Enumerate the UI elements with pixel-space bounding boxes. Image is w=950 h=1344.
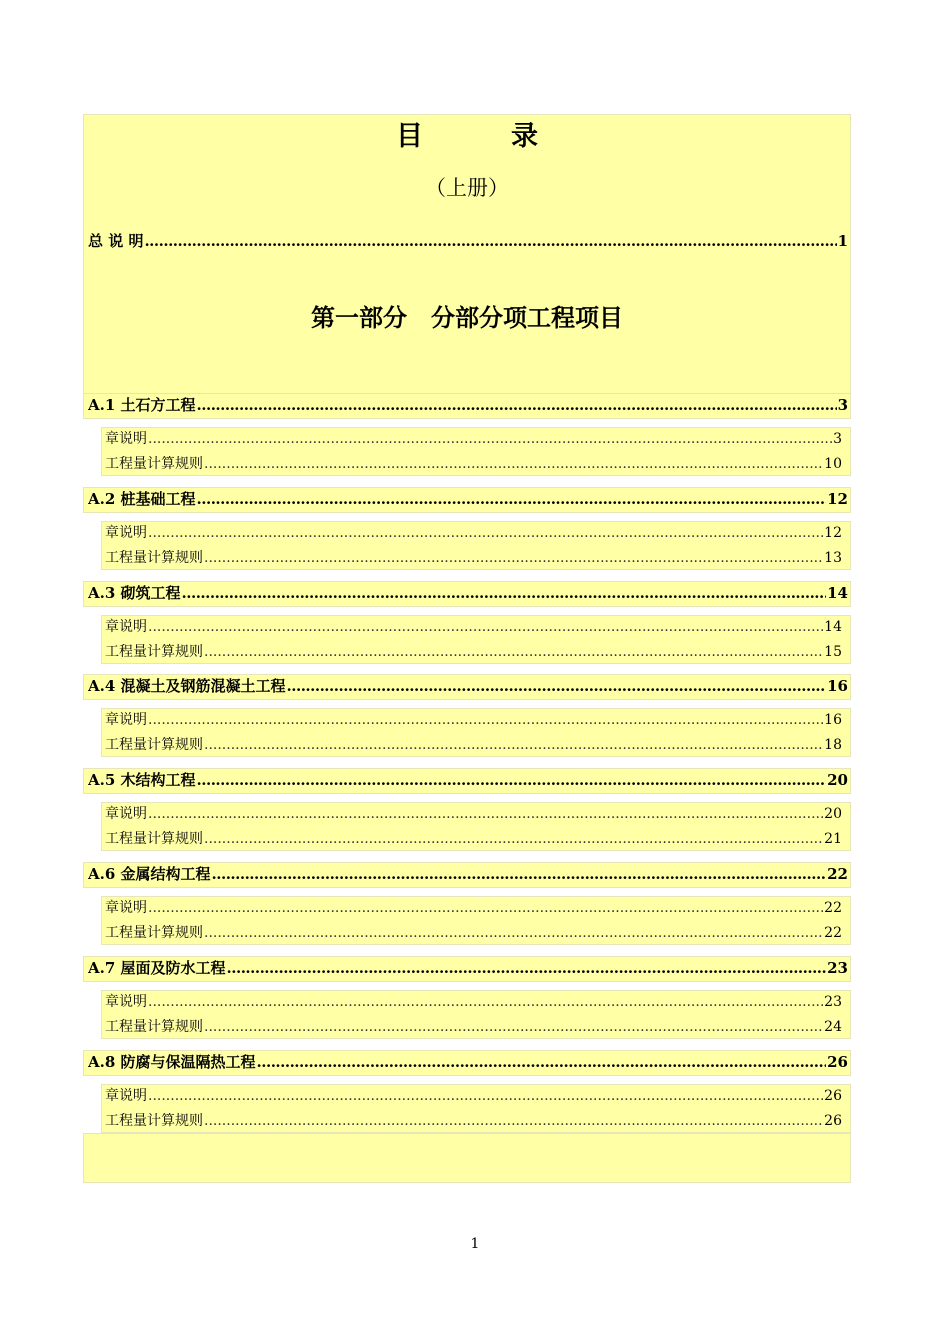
toc-entry-page: 22 (824, 925, 842, 941)
dot-leader (257, 1051, 827, 1073)
toc-entry-page: 26 (824, 1113, 842, 1129)
toc-entry-label: 工程量计算规则 (105, 737, 203, 753)
toc-entry-chapter[interactable] (88, 394, 848, 416)
toc-entry-page: 21 (824, 831, 842, 847)
toc-entry-section[interactable] (105, 1085, 842, 1107)
toc-entry-label: 章说明 (105, 1088, 147, 1104)
toc-entry-label: A.2 桩基础工程 (88, 490, 196, 508)
toc-entry-section[interactable] (105, 734, 842, 756)
title-part1: 目 (396, 121, 423, 152)
toc-entry-label: 章说明 (105, 712, 147, 728)
toc-entry-section[interactable] (105, 1016, 842, 1038)
toc-entry-page: 3 (837, 396, 848, 414)
dot-leader (148, 803, 823, 825)
dot-leader (204, 1110, 823, 1132)
dot-leader (287, 675, 827, 697)
toc-entry-page: 14 (827, 584, 848, 602)
toc-entry-page: 26 (827, 1053, 848, 1071)
toc-entry-chapter[interactable] (88, 1051, 848, 1073)
toc-entry-label: 章说明 (105, 525, 147, 541)
toc-entry-general[interactable] (88, 230, 848, 252)
toc-entry-label: A.8 防腐与保温隔热工程 (88, 1053, 256, 1071)
toc-entry-label: 总 说 明 (88, 232, 144, 250)
title-part2: 录 (511, 121, 538, 152)
toc-entry-section[interactable] (105, 641, 842, 663)
toc-entry-chapter[interactable] (88, 488, 848, 510)
toc-entry-label: 工程量计算规则 (105, 1019, 203, 1035)
dot-leader (204, 1016, 823, 1038)
toc-entry-label: 工程量计算规则 (105, 550, 203, 566)
toc-entry-page: 24 (824, 1019, 842, 1035)
dot-leader (148, 428, 832, 450)
toc-entry-section[interactable] (105, 547, 842, 569)
toc-entry-label: 章说明 (105, 900, 147, 916)
toc-entry-section[interactable] (105, 803, 842, 825)
toc-entry-label: A.4 混凝土及钢筋混凝土工程 (88, 677, 286, 695)
toc-entry-label: 工程量计算规则 (105, 644, 203, 660)
toc-entry-page: 22 (824, 900, 842, 916)
toc-entry-page: 14 (824, 619, 842, 635)
dot-leader (182, 582, 827, 604)
dot-leader (148, 522, 823, 544)
dot-leader (204, 734, 823, 756)
part-title: 第一部分 分部分项工程项目 (311, 303, 623, 332)
toc-entry-page: 16 (824, 712, 842, 728)
toc-entry-label: 工程量计算规则 (105, 831, 203, 847)
toc-entry-chapter[interactable] (88, 957, 848, 979)
toc-entry-label: 章说明 (105, 994, 147, 1010)
volume-label: （上册） (425, 176, 509, 200)
toc-entry-page: 13 (824, 550, 842, 566)
dot-leader (197, 488, 827, 510)
toc-entry-label: 工程量计算规则 (105, 1113, 203, 1129)
toc-entry-page: 3 (833, 431, 842, 447)
toc-entry-section[interactable] (105, 709, 842, 731)
dot-leader (197, 769, 827, 791)
dot-leader (148, 897, 823, 919)
toc-entry-label: 工程量计算规则 (105, 925, 203, 941)
toc-entry-section[interactable] (105, 428, 842, 450)
toc-header-band (83, 114, 851, 414)
toc-entry-chapter[interactable] (88, 582, 848, 604)
toc-entry-label: A.5 木结构工程 (88, 771, 196, 789)
dot-leader (204, 922, 823, 944)
dot-leader (144, 230, 836, 252)
dot-leader (197, 394, 837, 416)
toc-entry-section[interactable] (105, 922, 842, 944)
toc-entry-label: 章说明 (105, 806, 147, 822)
toc-entry-chapter[interactable] (88, 675, 848, 697)
toc-entry-page: 22 (827, 865, 848, 883)
toc-entry-page: 23 (827, 959, 848, 977)
toc-entry-page: 1 (837, 232, 848, 250)
toc-entry-page: 15 (824, 644, 842, 660)
toc-entry-label: A.3 砌筑工程 (88, 584, 181, 602)
dot-leader (212, 863, 827, 885)
toc-entry-label: 工程量计算规则 (105, 456, 203, 472)
toc-entry-section[interactable] (105, 1110, 842, 1132)
toc-entry-chapter[interactable] (88, 863, 848, 885)
toc-footer-band (83, 1133, 851, 1183)
dot-leader (204, 641, 823, 663)
dot-leader (148, 616, 823, 638)
toc-entry-page: 20 (824, 806, 842, 822)
dot-leader (227, 957, 827, 979)
toc-entry-section[interactable] (105, 616, 842, 638)
toc-entry-label: A.6 金属结构工程 (88, 865, 211, 883)
toc-entry-section[interactable] (105, 522, 842, 544)
dot-leader (204, 547, 823, 569)
dot-leader (204, 828, 823, 850)
dot-leader (148, 1085, 823, 1107)
page-title (83, 114, 851, 153)
toc-entry-label: A.7 屋面及防水工程 (88, 959, 226, 977)
toc-entry-section[interactable] (105, 453, 842, 475)
dot-leader (148, 991, 823, 1013)
toc-entry-page: 26 (824, 1088, 842, 1104)
dot-leader (204, 453, 823, 475)
toc-entry-label: 章说明 (105, 431, 147, 447)
page-number: 1 (470, 1236, 480, 1252)
toc-entry-page: 18 (824, 737, 842, 753)
dot-leader (148, 709, 823, 731)
toc-entry-section[interactable] (105, 828, 842, 850)
toc-entry-chapter[interactable] (88, 769, 848, 791)
toc-entry-section[interactable] (105, 991, 842, 1013)
toc-entry-page: 20 (827, 771, 848, 789)
table-of-contents (83, 114, 851, 1182)
toc-entry-page: 12 (827, 490, 848, 508)
toc-entry-label: A.1 土石方工程 (88, 396, 196, 414)
toc-entry-page: 23 (824, 994, 842, 1010)
toc-entry-section[interactable] (105, 897, 842, 919)
toc-entry-page: 12 (824, 525, 842, 541)
toc-entry-page: 16 (827, 677, 848, 695)
toc-entry-label: 章说明 (105, 619, 147, 635)
toc-entry-page: 10 (824, 456, 842, 472)
